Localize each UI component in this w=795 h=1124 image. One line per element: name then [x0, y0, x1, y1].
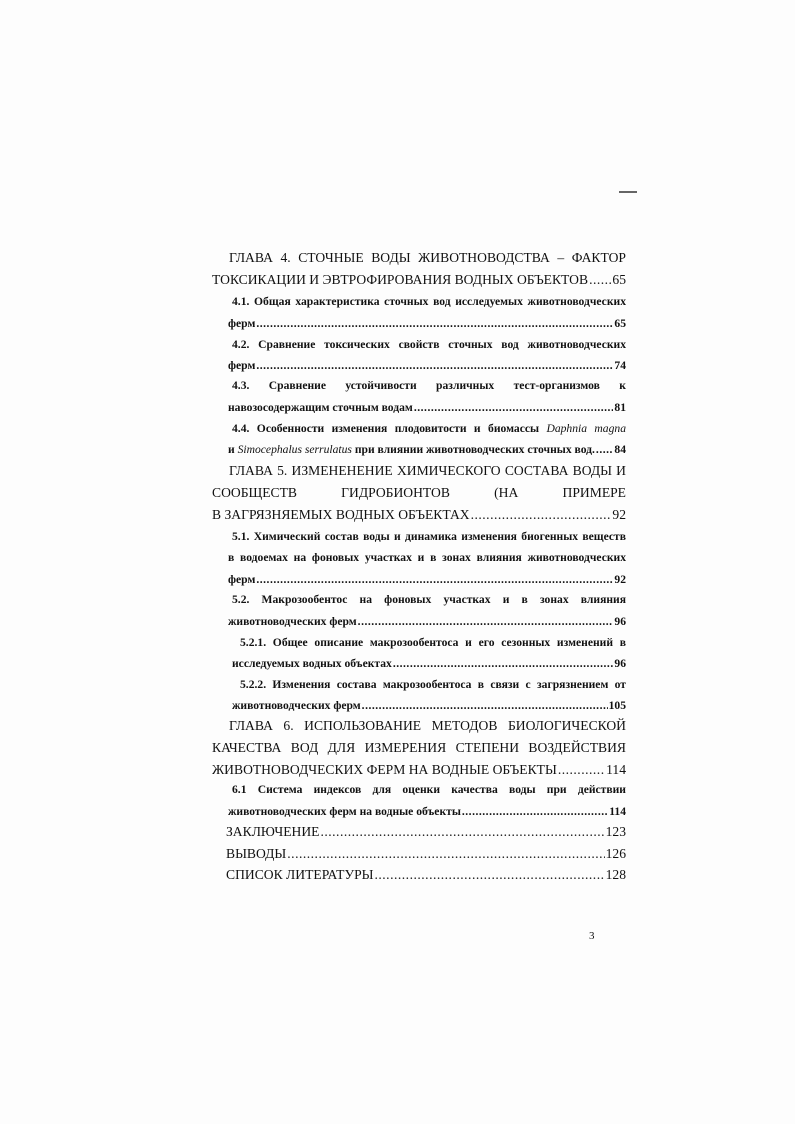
toc-entry-text: 5.2. Макрозообентос на фоновых участках и в зонах влияния	[232, 593, 626, 606]
dot-leader	[256, 356, 613, 376]
toc-entry-text: ГЛАВА 6. ИСПОЛЬЗОВАНИЕ МЕТОДОВ БИОЛОГИЧЕСКОЙ	[229, 718, 626, 733]
dot-leader	[414, 398, 614, 418]
toc-entry-line	[228, 612, 626, 632]
toc-entry-line	[232, 419, 626, 439]
toc-entry-line	[232, 780, 626, 800]
toc-entry-text: КАЧЕСТВА ВОД ДЛЯ ИЗМЕРЕНИЯ СТЕПЕНИ ВОЗДЕЙСТВИЯ	[212, 740, 626, 755]
toc-entry-text: ВЫВОДЫ	[226, 846, 287, 861]
toc-entry-line	[228, 398, 626, 418]
dot-leader	[362, 696, 608, 716]
toc-chapter-line	[212, 505, 626, 525]
toc-entry-line	[226, 844, 626, 864]
toc-entry-line	[232, 527, 626, 547]
dot-leader	[287, 844, 604, 864]
dot-leader	[374, 865, 604, 885]
toc-chapter-line	[229, 248, 626, 268]
toc-entry-text: 4.4. Особенности изменения плодовитости и биомассы Daphnia magna	[232, 422, 626, 435]
species-name: Daphnia magna	[546, 422, 626, 435]
toc-entry-text: ГЛАВА 5. ИЗМЕНЕНЕНИЕ ХИМИЧЕСКОГО СОСТАВА ВОДЫ И	[229, 463, 626, 478]
toc-page-number: 65	[614, 317, 626, 330]
toc-entry-text: 6.1 Система индексов для оценки качества воды при действии	[232, 783, 626, 796]
toc-entry-line	[228, 570, 626, 590]
toc-page-number: 105	[608, 699, 626, 712]
toc-entry-line	[240, 675, 626, 695]
toc-page-number: 114	[606, 762, 626, 777]
toc-entry-text: исследуемых водных объектах	[232, 657, 392, 670]
toc-entry-text: ферм	[228, 359, 256, 372]
toc-entry-line	[240, 633, 626, 653]
toc-chapter-line	[212, 760, 626, 780]
toc-chapter-line	[212, 738, 626, 758]
toc-entry-text: ТОКСИКАЦИИ И ЭВТРОФИРОВАНИЯ ВОДНЫХ ОБЪЕКТОВ	[212, 272, 589, 287]
toc-chapter-line	[212, 483, 626, 503]
toc-page-number: 96	[614, 657, 626, 670]
toc-entry-line	[232, 654, 626, 674]
toc-page-number: 114	[609, 805, 626, 818]
toc-entry-line	[232, 292, 626, 312]
toc-page-number: 65	[612, 272, 626, 287]
toc-entry-text: 4.1. Общая характеристика сточных вод исследуемых животноводческих	[232, 295, 626, 308]
toc-entry-line	[228, 356, 626, 376]
toc-entry-text: 5.2.2. Изменения состава макрозообентоса в связи с загрязнением от	[240, 678, 626, 691]
toc-entry-text: 5.1. Химический состав воды и динамика изменения биогенных веществ	[232, 530, 626, 543]
toc-page-number: 123	[605, 824, 626, 839]
toc-page-number: 84	[614, 443, 626, 456]
toc-entry-text: навозосодержащим сточным водам	[228, 401, 413, 414]
dot-leader	[471, 505, 612, 525]
toc-entry-text: 4.2. Сравнение токсических свойств сточных вод животноводческих	[232, 338, 626, 351]
toc-entry-text: ферм	[228, 573, 256, 586]
toc-entry-text: 4.3. Сравнение устойчивости различных тест-организмов к	[232, 379, 626, 392]
toc-entry-text: животноводческих ферм	[232, 699, 361, 712]
toc-entry-text: в водоемах на фоновых участках и в зонах влияния животноводческих	[228, 551, 626, 564]
dot-leader	[320, 822, 604, 842]
toc-page-number: 74	[614, 359, 626, 372]
page-number: 3	[589, 930, 595, 942]
toc-entry-line	[226, 822, 626, 842]
toc-page-number: 92	[612, 507, 626, 522]
toc-entry-text: животноводческих ферм	[228, 615, 357, 628]
toc-entry-line	[228, 440, 626, 460]
toc-entry-line	[232, 376, 626, 396]
toc-entry-text: ГЛАВА 4. СТОЧНЫЕ ВОДЫ ЖИВОТНОВОДСТВА – ФАКТОР	[229, 250, 626, 265]
dot-leader	[558, 760, 605, 780]
toc-entry-line	[232, 696, 626, 716]
toc-entry-text: СООБЩЕСТВ ГИДРОБИОНТОВ (НА ПРИМЕРЕ	[212, 485, 626, 500]
dot-leader	[256, 570, 613, 590]
toc-entry-line	[226, 865, 626, 885]
dot-leader	[589, 270, 611, 290]
dot-leader	[358, 612, 614, 632]
toc-entry-line	[228, 314, 626, 334]
dot-leader	[256, 314, 613, 334]
toc-entry-line	[228, 802, 626, 822]
toc-entry-text: 5.2.1. Общее описание макрозообентоса и его сезонных изменений в	[240, 636, 626, 649]
toc-entry-text: В ЗАГРЯЗНЯЕМЫХ ВОДНЫХ ОБЪЕКТАХ	[212, 507, 470, 522]
toc-chapter-line	[229, 461, 626, 481]
toc-chapter-line	[212, 270, 626, 290]
species-name: Simocephalus serrulatus	[237, 443, 352, 456]
toc-entry-text: и Simocephalus serrulatus при влиянии животноводческих сточных вод.	[228, 443, 595, 456]
toc-page-number: 96	[614, 615, 626, 628]
toc-entry-line	[228, 548, 626, 568]
scan-mark	[619, 191, 637, 193]
dot-leader	[596, 440, 613, 460]
toc-page-number: 81	[614, 401, 626, 414]
toc-entry-line	[232, 590, 626, 610]
dot-leader	[393, 654, 614, 674]
dot-leader	[462, 802, 608, 822]
toc-entry-text: СПИСОК ЛИТЕРАТУРЫ	[226, 867, 374, 882]
toc-entry-line	[232, 335, 626, 355]
toc-chapter-line	[229, 716, 626, 736]
toc-page-number: 92	[614, 573, 626, 586]
toc-entry-text: ЖИВОТНОВОДЧЕСКИХ ФЕРМ НА ВОДНЫЕ ОБЪЕКТЫ	[212, 762, 557, 777]
toc-entry-text: ферм	[228, 317, 256, 330]
toc-entry-text: ЗАКЛЮЧЕНИЕ	[226, 824, 320, 839]
toc-page-number: 128	[605, 867, 626, 882]
toc-entry-text: животноводческих ферм на водные объекты	[228, 805, 461, 818]
toc-page-number: 126	[605, 846, 626, 861]
